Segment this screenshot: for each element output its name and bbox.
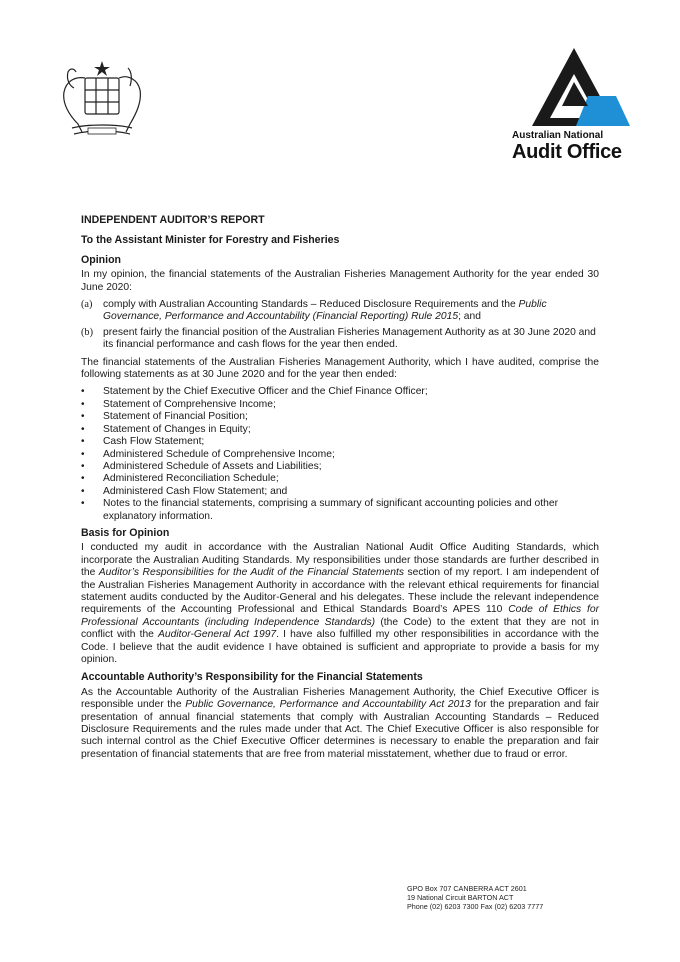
opinion-heading: Opinion [81, 253, 122, 266]
list-item-text: Statement by the Chief Executive Officer and the Chief Finance Officer; [103, 386, 428, 398]
bullet-icon: • [81, 386, 85, 398]
report-body [81, 214, 599, 766]
text-italic: Auditor’s Responsibilities for the Audit of the Financial Statements [98, 567, 405, 579]
item-text-part: comply with Australian Accounting Standards – Reduced Disclosure Requirements and the [103, 299, 519, 311]
opinion-item-a [81, 299, 599, 324]
list-item-text: Administered Cash Flow Statement; and [103, 485, 288, 497]
list-item [81, 473, 599, 485]
logo-text-line1: Australian National [512, 130, 604, 141]
list-item [81, 461, 599, 473]
footer-line: GPO Box 707 CANBERRA ACT 2601 [407, 884, 527, 893]
bullet-icon: • [81, 498, 85, 510]
basis-heading: Basis for Opinion [81, 526, 170, 539]
list-item-text: Administered Schedule of Comprehensive Income; [103, 448, 335, 460]
bullet-icon: • [81, 398, 85, 410]
list-item [81, 449, 599, 461]
bullet-icon: • [81, 473, 85, 485]
text-italic: Code of Ethics for Professional Accountants (including Independence Standards) [81, 604, 600, 628]
report-addressee: To the Assistant Minister for Forestry and Fisheries [81, 234, 340, 247]
opinion-item-b [81, 327, 599, 352]
footer-line: 19 National Circuit BARTON ACT [407, 893, 514, 902]
item-text: present fairly the financial position of the Australian Fisheries Management Authority as at 30 June 2020 and its financial performance and cash flows for the year then ended. [103, 326, 596, 351]
list-item-text: Statement of Changes in Equity; [103, 423, 251, 435]
list-item-text: Notes to the financial statements, comprising a summary of significant accounting policies and other explanatory information. [103, 498, 559, 522]
item-text-italic: Public Governance, Performance and Accountability (Financial Reporting) Rule 2015 [103, 299, 547, 323]
item-label: (b) [81, 326, 94, 338]
bullet-icon: • [81, 485, 85, 497]
bullet-icon: • [81, 448, 85, 460]
item-label: (a) [81, 299, 93, 311]
list-item-text: Statement of Financial Position; [103, 411, 248, 423]
basis-paragraph [81, 542, 599, 666]
responsibility-heading: Accountable Authority’s Responsibility for the Financial Statements [81, 671, 423, 684]
list-item-text: Cash Flow Statement; [103, 436, 205, 448]
list-item [81, 424, 599, 436]
statements-list [81, 386, 599, 522]
list-item [81, 436, 599, 448]
text-part: for the preparation and fair presentation of annual financial statements that comply with Australian Accounting Standards – Reduced Disclosure Requirements and the rules made under that Act. The Chief Executive Officer is also responsible for such internal control as the Chief Executive Officer determines is necessary to enable the preparation and fair presentation of financial statements that are free from material misstatement, whether due to fraud or error. [81, 699, 599, 760]
text-part: section of my report. I am independent of the Australian Fisheries Management Authority in accordance with the relevant ethical requirements for financial statement audits conducted by the Auditor-General and his delegates. These include the relevant independence requirements of the Accounting Professional and Ethical Standards Board’s APES 110 [81, 567, 599, 616]
coat-of-arms-icon [52, 58, 152, 140]
report-title: INDEPENDENT AUDITOR’S REPORT [81, 214, 265, 226]
text-part: (the Code) to the extent that they are not in conflict with the [81, 616, 599, 641]
responsibility-paragraph [81, 687, 599, 761]
statements-intro: The financial statements of the Australian Fisheries Management Authority, which I have audited, comprise the following statements as at 30 June 2020 and for the year then ended: [81, 356, 599, 381]
opinion-items [81, 299, 599, 352]
logo-text-line2: Audit Office [512, 141, 622, 163]
item-text [103, 299, 599, 324]
list-item-text: Statement of Comprehensive Income; [103, 398, 276, 410]
list-item [81, 411, 599, 423]
bullet-icon: • [81, 423, 85, 435]
footer-address [407, 884, 543, 911]
text-italic: Public Governance, Performance and Accountability Act 2013 [185, 699, 471, 711]
text-part: I conducted my audit in accordance with the Australian National Audit Office Auditing Standards, which incorporate the Australian Auditing Standards. My responsibilities under those standards are further described in the [81, 542, 599, 579]
opinion-intro: In my opinion, the financial statements of the Australian Fisheries Management Authority for the year ended 30 June 2020: [81, 269, 599, 293]
text-part: As the Accountable Authority of the Australian Fisheries Management Authority, the Chief Executive Officer is responsible under the [81, 686, 599, 711]
list-item [81, 498, 599, 523]
list-item [81, 386, 599, 398]
bullet-icon: • [81, 436, 85, 448]
bullet-icon: • [81, 411, 85, 423]
list-item [81, 399, 599, 411]
text-italic: Auditor-General Act 1997 [158, 629, 277, 641]
list-item-text: Administered Schedule of Assets and Liabilities; [103, 460, 322, 472]
footer-line: Phone (02) 6203 7300 Fax (02) 6203 7777 [407, 902, 544, 911]
text-part: . I have also fulfilled my other responsibilities in accordance with the Code. I believe that the audit evidence I have obtained is sufficient and appropriate to provide a basis for my opinion. [81, 629, 599, 665]
bullet-icon: • [81, 460, 85, 472]
item-text-part: ; and [458, 311, 481, 323]
list-item [81, 486, 599, 498]
list-item-text: Administered Reconciliation Schedule; [103, 473, 279, 485]
